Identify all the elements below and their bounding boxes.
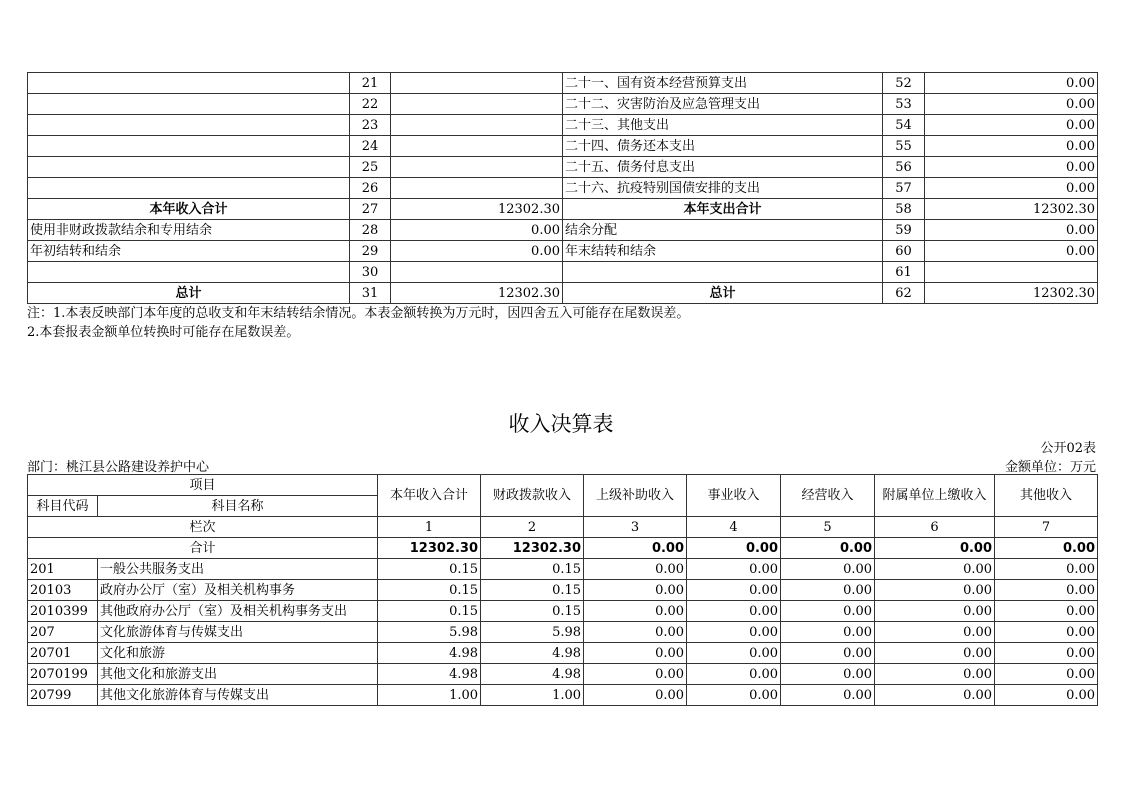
- income-item-label: [28, 136, 350, 157]
- total-label: 合计: [28, 538, 378, 559]
- col-number: 5: [781, 517, 875, 538]
- summary-row: [28, 178, 1098, 199]
- income-value: 1.00: [378, 685, 481, 706]
- note-line-2: 2.本套报表金额单位转换时可能存在尾数误差。: [27, 325, 300, 340]
- total-value: 0.00: [781, 538, 875, 559]
- income-table-body: [28, 475, 1098, 706]
- summary-row: [28, 199, 1098, 220]
- expense-line-number: 52: [883, 73, 925, 94]
- income-item-label: [28, 178, 350, 199]
- income-value: 0.00: [995, 685, 1098, 706]
- income-value: 0.00: [875, 685, 995, 706]
- subject-name: 其他政府办公厅（室）及相关机构事务支出: [98, 601, 378, 622]
- note-line-1: 注：1.本表反映部门本年度的总收支和年末结转结余情况。本表金额转换为万元时，因四舍五入可能存在尾数误差。: [27, 306, 690, 321]
- income-value: 4.98: [378, 643, 481, 664]
- income-item-label: [28, 73, 350, 94]
- total-value: 12302.30: [481, 538, 584, 559]
- expense-item-label: 二十四、债务还本支出: [563, 136, 883, 157]
- income-value: 0.00: [875, 664, 995, 685]
- income-row: [28, 580, 1098, 601]
- income-value: 0.00: [875, 580, 995, 601]
- row-label: 栏次: [28, 517, 378, 538]
- header-col-5: 经营收入: [781, 475, 875, 517]
- expense-line-number: 62: [883, 283, 925, 304]
- expense-line-number: 59: [883, 220, 925, 241]
- expense-item-label: 二十一、国有资本经营预算支出: [563, 73, 883, 94]
- expense-line-number: 53: [883, 94, 925, 115]
- income-value: 0.00: [584, 559, 687, 580]
- income-item-label: 年初结转和结余: [28, 241, 350, 262]
- expense-amount: 0.00: [925, 94, 1098, 115]
- expense-item-label: [563, 262, 883, 283]
- income-line-number: 27: [350, 199, 391, 220]
- income-value: 5.98: [481, 622, 584, 643]
- income-value: 0.00: [995, 622, 1098, 643]
- income-item-label: 使用非财政拨款结余和专用结余: [28, 220, 350, 241]
- expense-item-label: 二十三、其他支出: [563, 115, 883, 136]
- income-value: 0.15: [481, 559, 584, 580]
- expense-line-number: 54: [883, 115, 925, 136]
- expense-line-number: 55: [883, 136, 925, 157]
- income-amount: [391, 94, 563, 115]
- income-value: 0.00: [875, 559, 995, 580]
- income-amount: [391, 157, 563, 178]
- income-value: 0.00: [687, 559, 781, 580]
- income-line-number: 30: [350, 262, 391, 283]
- income-value: 0.00: [584, 601, 687, 622]
- subject-code: 20701: [28, 643, 98, 664]
- income-value: 0.00: [781, 601, 875, 622]
- income-value: 0.00: [995, 601, 1098, 622]
- expense-amount: 0.00: [925, 220, 1098, 241]
- income-value: 0.15: [481, 580, 584, 601]
- summary-row: [28, 94, 1098, 115]
- summary-table: [27, 72, 1098, 304]
- form-code: 公开02表: [1040, 441, 1096, 456]
- income-item-label: [28, 157, 350, 178]
- income-value: 0.15: [378, 580, 481, 601]
- expense-amount: 0.00: [925, 136, 1098, 157]
- income-line-number: 31: [350, 283, 391, 304]
- col-number: 4: [687, 517, 781, 538]
- total-value: 0.00: [687, 538, 781, 559]
- income-amount: [391, 178, 563, 199]
- income-line-number: 21: [350, 73, 391, 94]
- income-row: [28, 559, 1098, 580]
- income-row: [28, 685, 1098, 706]
- expense-item-label: 二十二、灾害防治及应急管理支出: [563, 94, 883, 115]
- income-row: [28, 601, 1098, 622]
- income-value: 0.00: [584, 685, 687, 706]
- total-value: 0.00: [995, 538, 1098, 559]
- income-row: [28, 664, 1098, 685]
- income-item-label: 本年收入合计: [28, 199, 350, 220]
- income-amount: 0.00: [391, 220, 563, 241]
- income-row: [28, 643, 1098, 664]
- income-value: 0.00: [781, 643, 875, 664]
- income-value: 0.00: [781, 580, 875, 601]
- header-col-6: 附属单位上缴收入: [875, 475, 995, 517]
- subject-code: 2010399: [28, 601, 98, 622]
- income-value: 0.15: [378, 559, 481, 580]
- expense-amount: 0.00: [925, 73, 1098, 94]
- income-line-number: 29: [350, 241, 391, 262]
- expense-amount: 12302.30: [925, 199, 1098, 220]
- subject-name: 一般公共服务支出: [98, 559, 378, 580]
- expense-item-label: 二十六、抗疫特别国债安排的支出: [563, 178, 883, 199]
- header-name: 科目名称: [98, 496, 378, 517]
- subject-name: 文化和旅游: [98, 643, 378, 664]
- income-value: 4.98: [378, 664, 481, 685]
- subject-code: 2070199: [28, 664, 98, 685]
- summary-row: [28, 136, 1098, 157]
- income-line-number: 26: [350, 178, 391, 199]
- income-value: 4.98: [481, 643, 584, 664]
- subject-code: 20799: [28, 685, 98, 706]
- income-value: 0.00: [781, 664, 875, 685]
- summary-row: [28, 283, 1098, 304]
- income-line-number: 22: [350, 94, 391, 115]
- total-value: 12302.30: [378, 538, 481, 559]
- expense-amount: 0.00: [925, 241, 1098, 262]
- income-amount: 12302.30: [391, 199, 563, 220]
- income-amount: [391, 115, 563, 136]
- income-value: 0.00: [687, 580, 781, 601]
- income-item-label: 总计: [28, 283, 350, 304]
- col-number: 6: [875, 517, 995, 538]
- income-value: 0.00: [584, 622, 687, 643]
- expense-line-number: 60: [883, 241, 925, 262]
- department-label: 部门：桃江县公路建设养护中心: [27, 460, 210, 475]
- income-item-label: [28, 115, 350, 136]
- page-title: 收入决算表: [508, 412, 614, 436]
- income-line-number: 28: [350, 220, 391, 241]
- income-value: 0.00: [875, 643, 995, 664]
- total-value: 0.00: [875, 538, 995, 559]
- col-number-row: [28, 517, 1098, 538]
- income-amount: [391, 262, 563, 283]
- expense-amount: 0.00: [925, 115, 1098, 136]
- col-number: 3: [584, 517, 687, 538]
- total-value: 0.00: [584, 538, 687, 559]
- income-value: 0.00: [995, 559, 1098, 580]
- income-item-label: [28, 94, 350, 115]
- income-value: 0.15: [378, 601, 481, 622]
- header-col-2: 财政拨款收入: [481, 475, 584, 517]
- income-amount: 0.00: [391, 241, 563, 262]
- header-row-1: [28, 475, 1098, 496]
- income-value: 0.00: [781, 622, 875, 643]
- summary-row: [28, 73, 1098, 94]
- income-value: 0.00: [995, 580, 1098, 601]
- income-value: 0.00: [781, 685, 875, 706]
- header-col-3: 上级补助收入: [584, 475, 687, 517]
- income-line-number: 23: [350, 115, 391, 136]
- summary-row: [28, 220, 1098, 241]
- income-value: 0.00: [687, 685, 781, 706]
- income-row: [28, 622, 1098, 643]
- col-number: 2: [481, 517, 584, 538]
- income-value: 0.15: [481, 601, 584, 622]
- income-value: 0.00: [584, 580, 687, 601]
- summary-row: [28, 157, 1098, 178]
- expense-amount: [925, 262, 1098, 283]
- expense-amount: 0.00: [925, 157, 1098, 178]
- expense-item-label: 本年支出合计: [563, 199, 883, 220]
- income-value: 0.00: [687, 622, 781, 643]
- income-value: 0.00: [875, 601, 995, 622]
- header-col-7: 其他收入: [995, 475, 1098, 517]
- summary-row: [28, 262, 1098, 283]
- summary-table-body: [28, 73, 1098, 304]
- income-line-number: 25: [350, 157, 391, 178]
- subject-name: 其他文化旅游体育与传媒支出: [98, 685, 378, 706]
- expense-line-number: 57: [883, 178, 925, 199]
- expense-line-number: 61: [883, 262, 925, 283]
- income-value: 0.00: [687, 601, 781, 622]
- col-number: 7: [995, 517, 1098, 538]
- header-col-1: 本年收入合计: [378, 475, 481, 517]
- income-value: 0.00: [687, 643, 781, 664]
- subject-name: 政府办公厅（室）及相关机构事务: [98, 580, 378, 601]
- subject-name: 其他文化和旅游支出: [98, 664, 378, 685]
- header-col-4: 事业收入: [687, 475, 781, 517]
- expense-amount: 0.00: [925, 178, 1098, 199]
- header-code: 科目代码: [28, 496, 98, 517]
- subject-name: 文化旅游体育与传媒支出: [98, 622, 378, 643]
- expense-item-label: 总计: [563, 283, 883, 304]
- expense-line-number: 56: [883, 157, 925, 178]
- income-amount: 12302.30: [391, 283, 563, 304]
- income-item-label: [28, 262, 350, 283]
- total-row: [28, 538, 1098, 559]
- summary-row: [28, 115, 1098, 136]
- expense-line-number: 58: [883, 199, 925, 220]
- income-value: 0.00: [875, 622, 995, 643]
- income-line-number: 24: [350, 136, 391, 157]
- income-value: 0.00: [687, 664, 781, 685]
- subject-code: 201: [28, 559, 98, 580]
- subject-code: 20103: [28, 580, 98, 601]
- income-amount: [391, 136, 563, 157]
- income-value: 1.00: [481, 685, 584, 706]
- income-value: 4.98: [481, 664, 584, 685]
- income-value: 5.98: [378, 622, 481, 643]
- income-amount: [391, 73, 563, 94]
- income-value: 0.00: [781, 559, 875, 580]
- unit-label: 金额单位：万元: [1004, 460, 1096, 475]
- col-number: 1: [378, 517, 481, 538]
- summary-row: [28, 241, 1098, 262]
- income-value: 0.00: [584, 643, 687, 664]
- expense-amount: 12302.30: [925, 283, 1098, 304]
- expense-item-label: 结余分配: [563, 220, 883, 241]
- income-value: 0.00: [584, 664, 687, 685]
- income-value: 0.00: [995, 643, 1098, 664]
- expense-item-label: 年末结转和结余: [563, 241, 883, 262]
- income-table: [27, 474, 1098, 706]
- income-value: 0.00: [995, 664, 1098, 685]
- header-project: 项目: [28, 475, 378, 496]
- expense-item-label: 二十五、债务付息支出: [563, 157, 883, 178]
- subject-code: 207: [28, 622, 98, 643]
